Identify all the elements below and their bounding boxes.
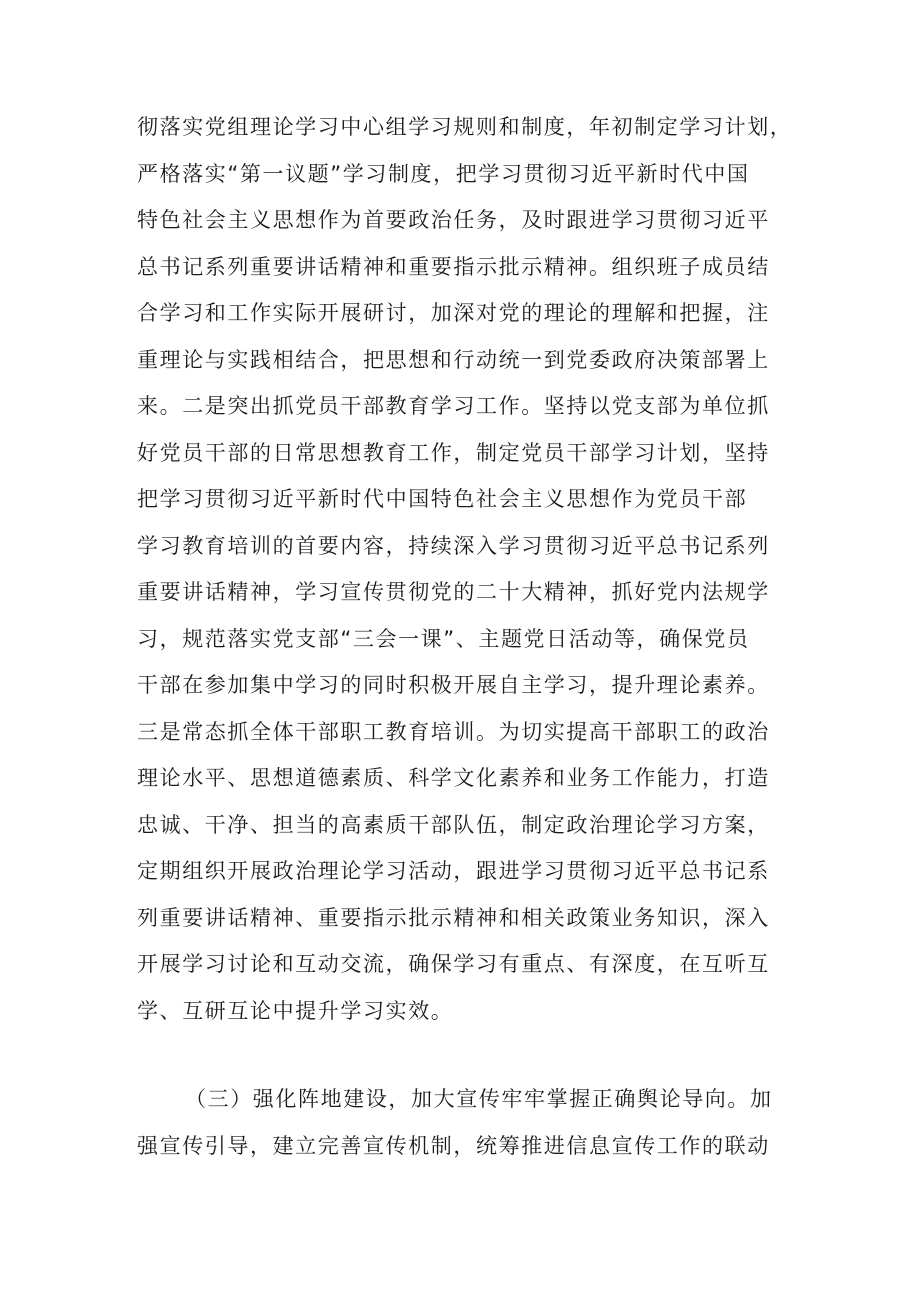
text-line: 总书记系列重要讲话精神和重要指示批示精神。组织班子成员结 [137,254,770,279]
text-line: 特色社会主义思想作为首要政治任务，及时跟进学习贯彻习近平 [137,208,770,232]
text-line: 强宣传引导，建立完善宣传机制，统筹推进信息宣传工作的联动 [137,1133,770,1158]
text-line: 把学习贯彻习近平新时代中国特色社会主义思想作为党员干部 [137,487,748,511]
text-line: 严格落实“第一议题”学习制度，把学习贯彻习近平新时代中国 [137,161,750,186]
text-line: 学习教育培训的首要内容，持续深入学习贯彻习近平总书记系列 [137,533,770,558]
text-line: 干部在参加集中学习的同时积极开展自主学习，提升理论素养。 [137,673,770,697]
text-line: 彻落实党组理论学习中心组学习规则和制度，年初制定学习计划， [137,115,793,139]
text-line: 重要讲话精神，学习宣传贯彻党的二十大精神，抓好党内法规学 [137,580,770,604]
text-line: 开展学习讨论和互动交流，确保学习有重点、有深度，在互听互 [137,952,770,976]
text-line: 列重要讲话精神、重要指示批示精神和相关政策业务知识，深入 [137,905,770,930]
text-line: 定期组织开展政治理论学习活动，跟进学习贯彻习近平总书记系 [137,859,770,883]
text-line: 三是常态抓全体干部职工教育培训。为切实提高干部职工的政治 [137,719,770,744]
text-line: 好党员干部的日常思想教育工作，制定党员干部学习计划，坚持 [137,440,770,465]
text-line: 重理论与实践相结合，把思想和行动统一到党委政府决策部署上 [137,347,770,372]
text-line: （三）强化阵地建设，加大宣传牢牢掌握正确舆论导向。加 [185,1087,773,1111]
text-line: 忠诚、干净、担当的高素质干部队伍，制定政治理论学习方案， [137,812,770,837]
text-line: 学、互研互论中提升学习实效。 [137,998,454,1023]
text-line: 理论水平、思想道德素质、科学文化素养和业务工作能力，打造 [137,766,770,790]
text-line: 习，规范落实党支部“三会一课”、主题党日活动等，确保党员 [137,626,750,651]
text-line: 来。二是突出抓党员干部教育学习工作。坚持以党支部为单位抓 [137,394,770,418]
text-line: 合学习和工作实际开展研讨，加深对党的理论的理解和把握，注 [137,301,770,325]
